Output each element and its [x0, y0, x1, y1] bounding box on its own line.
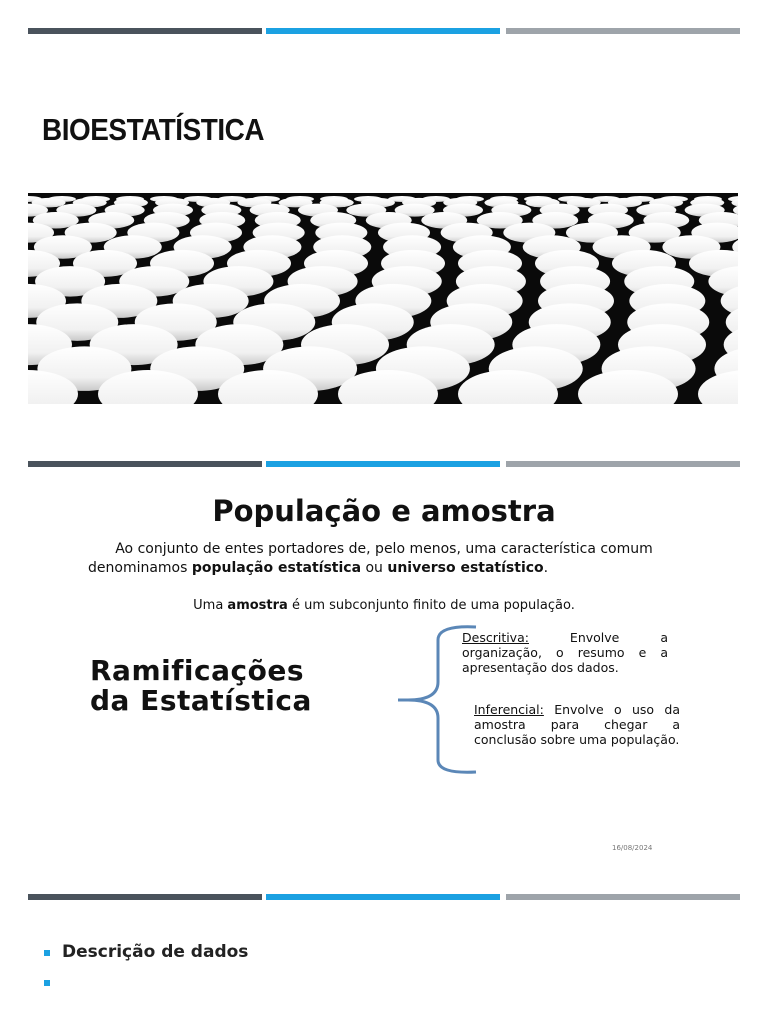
accent-bar-segment-dark — [28, 28, 262, 34]
accent-bar-segment-blue — [266, 894, 500, 900]
accent-bar-segment-gray — [506, 461, 740, 467]
accent-bar-segment-gray — [506, 894, 740, 900]
slide-date: 16/08/2024 — [612, 844, 653, 852]
slide-title: BIOESTATÍSTICA — [42, 112, 265, 147]
white-discs-pattern-image — [28, 193, 738, 404]
accent-bar-segment-gray — [506, 28, 740, 34]
term-universo-estatistico: universo estatístico — [387, 560, 544, 576]
inferencial-description — [474, 702, 680, 747]
population-definition — [88, 540, 680, 578]
inferencial-text: Envolve o uso da amostra para chegar a conclusão sobre uma população. — [474, 702, 680, 747]
accent-bar-top — [28, 28, 740, 34]
slide-populacao-amostra — [28, 472, 740, 872]
definition-text: . — [543, 560, 549, 576]
sample-text: Uma — [193, 598, 228, 613]
descritiva-text: Envolve a organização, o resumo e a apresentação dos dados. — [462, 630, 668, 675]
accent-bar-middle — [28, 461, 740, 467]
ramificacoes-line: Ramificações — [90, 654, 304, 687]
bullet-item — [42, 972, 248, 1002]
accent-bar-segment-dark — [28, 894, 262, 900]
bullet-item: Descrição de dados — [42, 942, 248, 972]
definition-text: Ao conjunto de entes portadores de, pelo menos, uma característica comum denominamos — [88, 541, 653, 576]
accent-bar-segment-dark — [28, 461, 262, 467]
definition-text: ou — [361, 560, 388, 576]
term-populacao-estatistica: população estatística — [191, 560, 362, 576]
accent-bar-segment-blue — [266, 28, 500, 34]
sample-text: é um subconjunto finito de uma população. — [287, 598, 575, 613]
ramificacoes-heading — [90, 656, 312, 716]
term-amostra: amostra — [227, 598, 288, 613]
sample-definition — [28, 598, 740, 613]
accent-bar-bottom — [28, 894, 740, 900]
accent-bar-segment-blue — [266, 461, 500, 467]
ramificacoes-line: da Estatística — [90, 684, 312, 717]
descritiva-description — [462, 630, 668, 675]
descritiva-term: Descritiva: — [462, 630, 529, 645]
bullet-list — [42, 942, 248, 1002]
inferencial-term: Inferencial: — [474, 702, 544, 717]
slide-heading: População e amostra — [212, 494, 556, 528]
